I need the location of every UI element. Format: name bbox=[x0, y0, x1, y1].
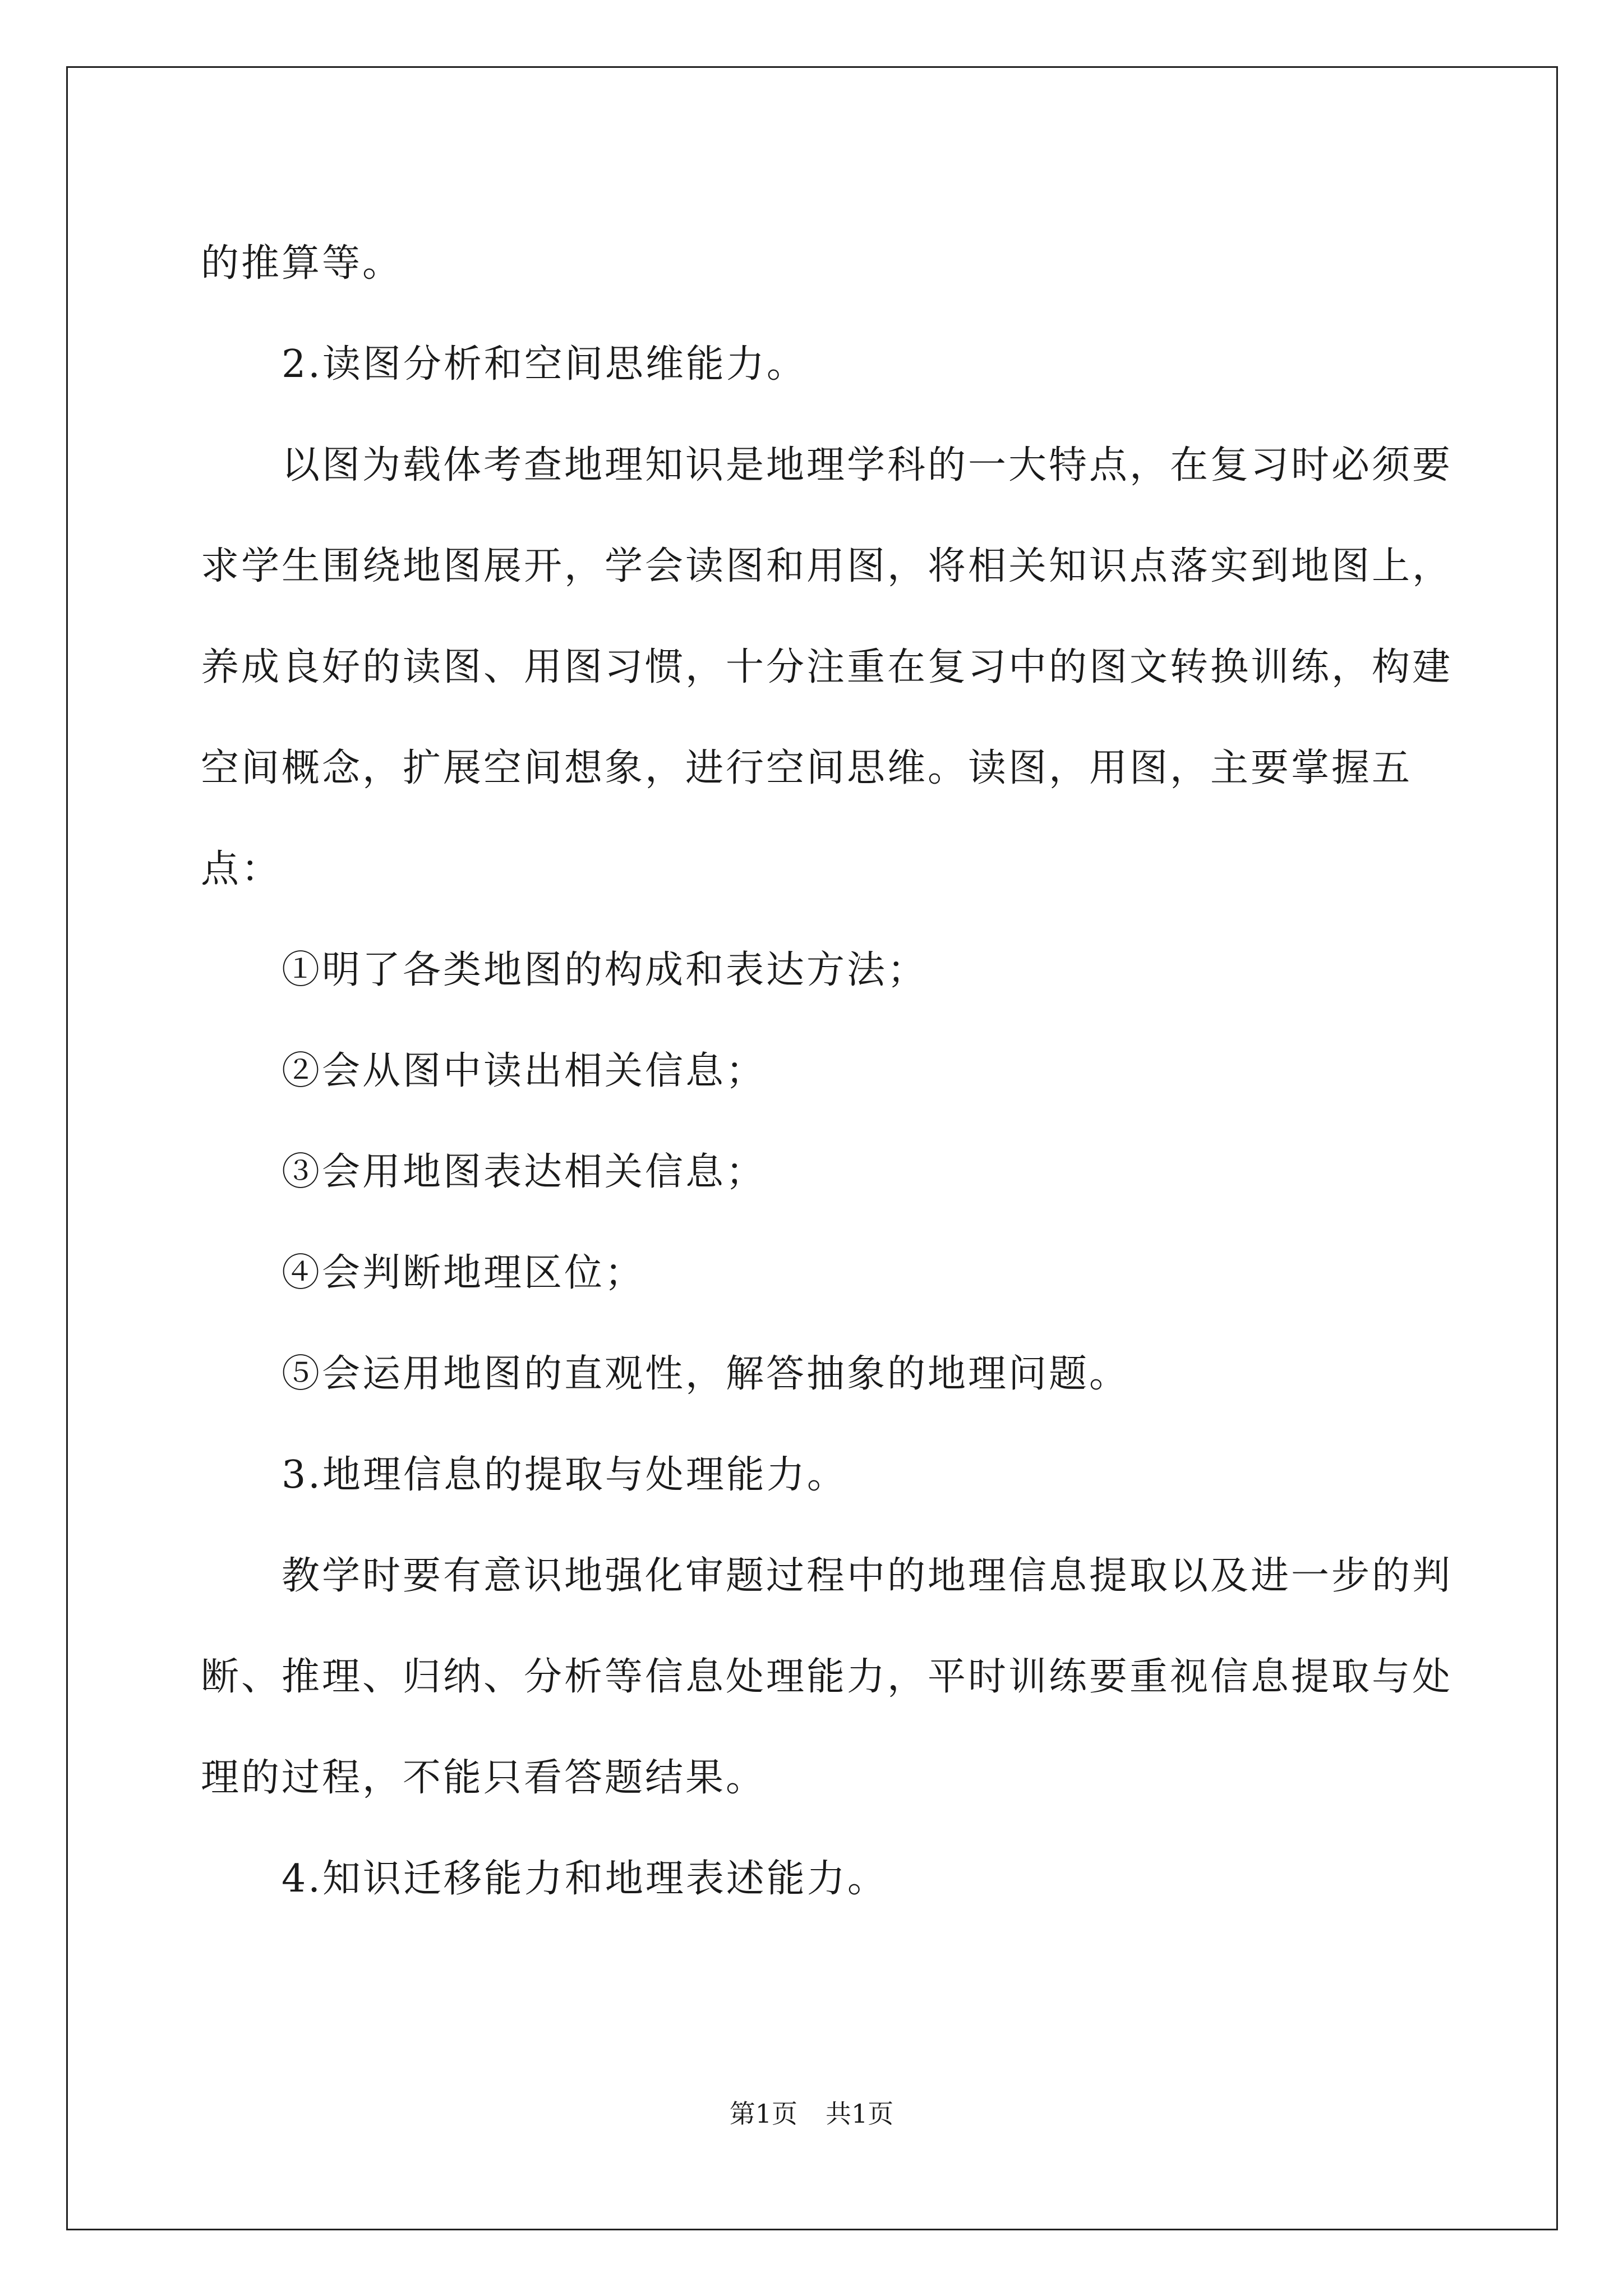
list-item: ②会从图中读出相关信息； bbox=[282, 1049, 767, 1093]
list-item: ⑤会运用地图的直观性，解答抽象的地理问题。 bbox=[282, 1352, 1130, 1396]
paragraph: 以图为载体考查地理知识是地理学科的一大特点，在复习时必须要求学生围绕地图展开，学会读图和用图，将相关知识点落实到地图上，养成良好的读图、用图习惯，十分注重在复习中的图文转换训练，构建空间概念，扩展空间想象，进行空间思维。读图，用图，主要掌握五点： bbox=[201, 443, 1453, 891]
page-number-total: 共1页 bbox=[826, 2099, 894, 2129]
section-heading: 4.知识迁移能力和地理表述能力。 bbox=[282, 1857, 888, 1901]
list-item: ①明了各类地图的构成和表达方法； bbox=[282, 948, 928, 992]
document-body bbox=[201, 213, 1457, 1930]
paragraph: 的推算等。 bbox=[201, 241, 403, 286]
page-footer bbox=[0, 2097, 1623, 2131]
paragraph: 教学时要有意识地强化审题过程中的地理信息提取以及进一步的判断、推理、归纳、分析等信息处理能力，平时训练要重视信息提取与处理的过程，不能只看答题结果。 bbox=[201, 1554, 1453, 1800]
section-heading: 2.读图分析和空间思维能力。 bbox=[282, 342, 807, 386]
list-item: ③会用地图表达相关信息； bbox=[282, 1150, 767, 1194]
list-item: ④会判断地理区位； bbox=[282, 1251, 645, 1295]
section-heading: 3.地理信息的提取与处理能力。 bbox=[282, 1453, 847, 1497]
page-number-current: 第1页 bbox=[729, 2099, 797, 2129]
